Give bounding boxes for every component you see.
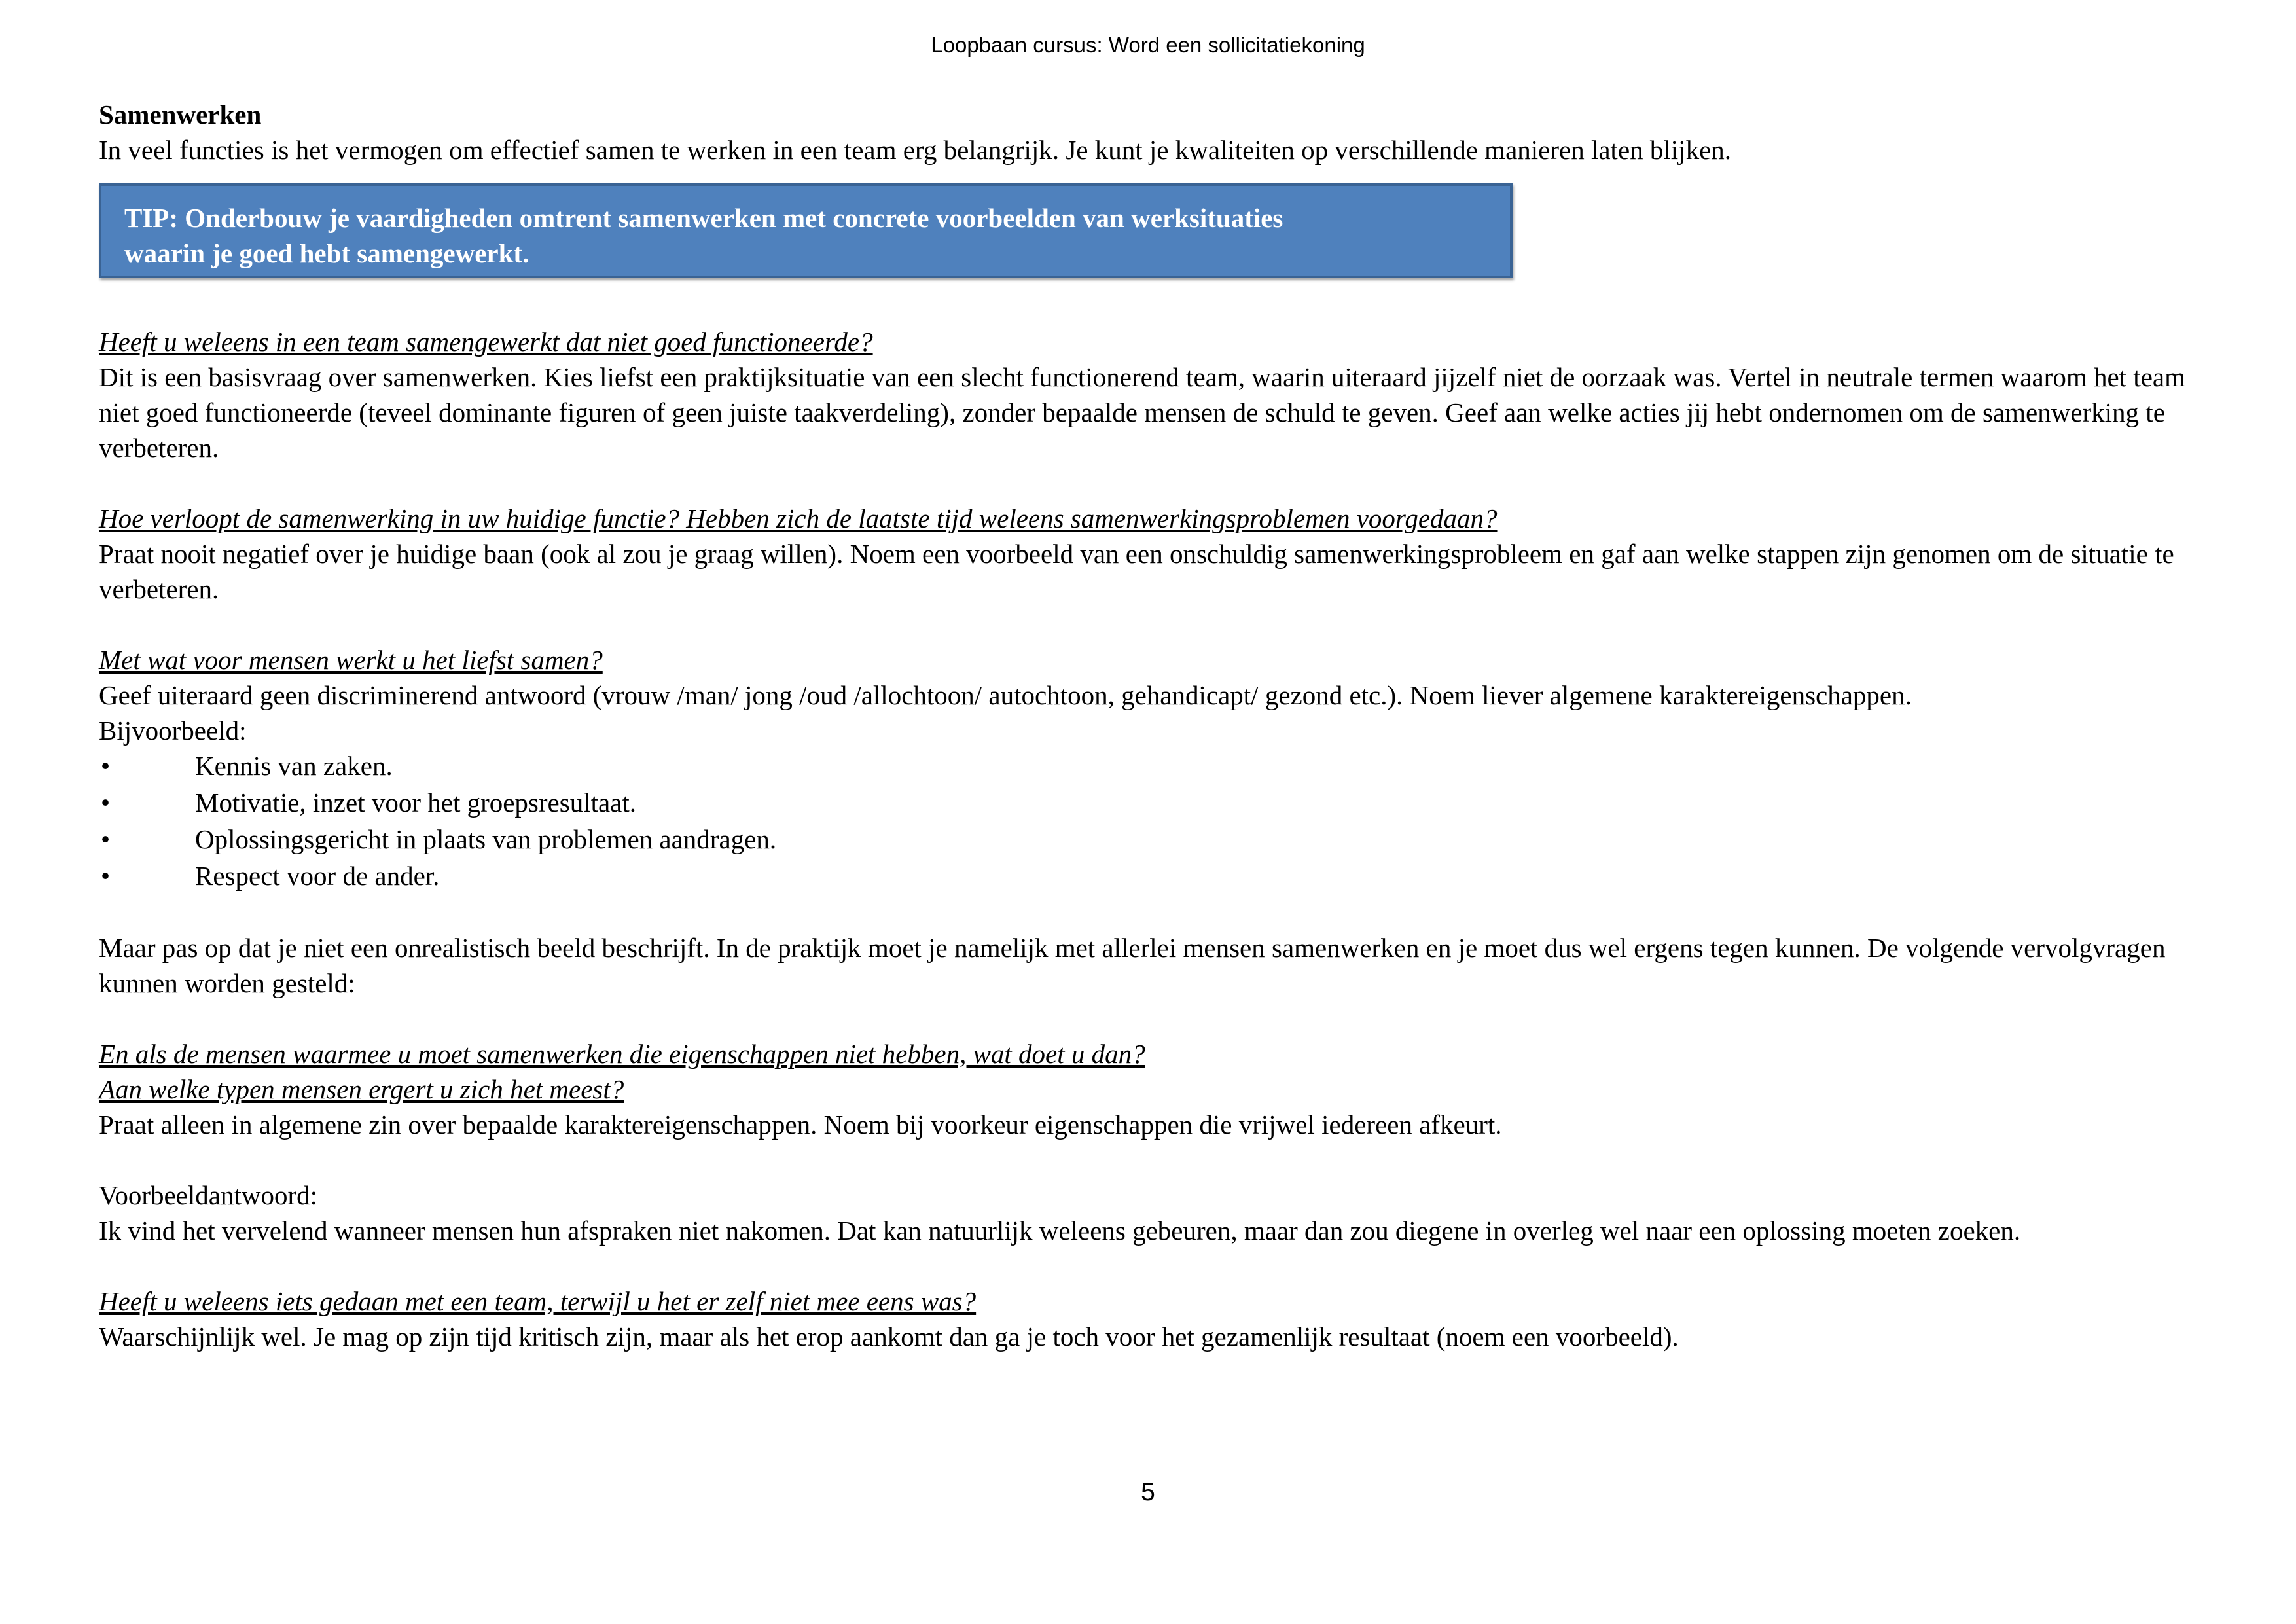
page-number: 5: [1141, 1478, 1155, 1506]
question-3: Met wat voor mensen werkt u het liefst samen?: [99, 645, 603, 675]
section-title: Samenwerken: [99, 99, 262, 130]
list-item: [99, 821, 2200, 858]
list-item: [99, 858, 2200, 895]
bullet-icon: •: [100, 751, 111, 781]
bullet-icon: •: [100, 824, 111, 854]
page-content: [99, 97, 2200, 1354]
example-label: Bijvoorbeeld:: [99, 715, 247, 746]
list-item-text: Kennis van zaken.: [195, 751, 393, 781]
list-item: [99, 748, 2200, 785]
answer-5: Waarschijnlijk wel. Je mag op zijn tijd kritisch zijn, maar als het erop aankomt dan ga je toch voor het gezamenlijk resultaat (noem een voorbeeld).: [99, 1322, 1679, 1352]
question-1: Heeft u weleens in een team samengewerkt dat niet goed functioneerde?: [99, 327, 873, 357]
list-item-text: Respect voor de ander.: [195, 861, 440, 891]
list-item-text: Oplossingsgericht in plaats van problemen aandragen.: [195, 824, 777, 854]
list-item: [99, 785, 2200, 821]
followup-paragraph: Maar pas op dat je niet een onrealistisch beeld beschrijft. In de praktijk moet je namelijk met allerlei mensen samenwerken en je moet dus wel ergens tegen kunnen. De volgende vervolgvragen kunnen worden gesteld:: [99, 933, 2166, 998]
tip-box: [99, 183, 1513, 278]
answer-3: Geef uiteraard geen discriminerend antwoord (vrouw /man/ jong /oud /allochtoon/ autochtoon, gehandicapt/ gezond etc.). Noem liever algemene karaktereigenschappen.: [99, 680, 1912, 710]
question-5: Heeft u weleens iets gedaan met een team, terwijl u het er zelf niet mee eens was?: [99, 1286, 977, 1316]
answer-1: Dit is een basisvraag over samenwerken. Kies liefst een praktijksituatie van een slecht functionerend team, waarin uiteraard jijzelf niet de oorzaak was. Vertel in neutrale termen waarom het team niet goed functioneerde (teveel dominante figuren of geen juiste taakverdeling), zonder bepaalde mensen de schuld te geven. Geef aan welke acties jij hebt ondernomen om de samenwerking te verbeteren.: [99, 362, 2185, 463]
question-4a: En als de mensen waarmee u moet samenwerken die eigenschappen niet hebben, wat doet u dan?: [99, 1039, 1145, 1069]
question-2: Hoe verloopt de samenwerking in uw huidige functie? Hebben zich de laatste tijd weleens samenwerkingsproblemen voorgedaan?: [99, 503, 1498, 533]
bullet-list: [99, 748, 2200, 895]
bullet-icon: •: [100, 787, 111, 818]
intro-paragraph: In veel functies is het vermogen om effectief samen te werken in een team erg belangrijk. Je kunt je kwaliteiten op verschillende manieren laten blijken.: [99, 135, 1732, 165]
answer-4: Praat alleen in algemene zin over bepaalde karaktereigenschappen. Noem bij voorkeur eigenschappen die vrijwel iedereen afkeurt.: [99, 1110, 1502, 1140]
list-item-text: Motivatie, inzet voor het groepsresultaat.: [195, 787, 637, 818]
answer-2: Praat nooit negatief over je huidige baan (ook al zou je graag willen). Noem een voorbeeld van een onschuldig samenwerkingsprobleem en gaf aan welke stappen zijn genomen om de situatie te verbeteren.: [99, 539, 2174, 604]
tip-line-1: TIP: Onderbouw je vaardigheden omtrent samenwerken met concrete voorbeelden van werksituaties: [124, 203, 1283, 233]
example-answer-label: Voorbeeldantwoord:: [99, 1180, 318, 1210]
bullet-icon: •: [100, 861, 111, 891]
example-answer: Ik vind het vervelend wanneer mensen hun afspraken niet nakomen. Dat kan natuurlijk weleens gebeuren, maar dan zou diegene in overleg wel naar een oplossing moeten zoeken.: [99, 1216, 2021, 1246]
page-header: Loopbaan cursus: Word een sollicitatiekoning: [931, 33, 1365, 57]
tip-line-2: waarin je goed hebt samengewerkt.: [124, 238, 529, 268]
question-4b: Aan welke typen mensen ergert u zich het meest?: [99, 1074, 624, 1104]
